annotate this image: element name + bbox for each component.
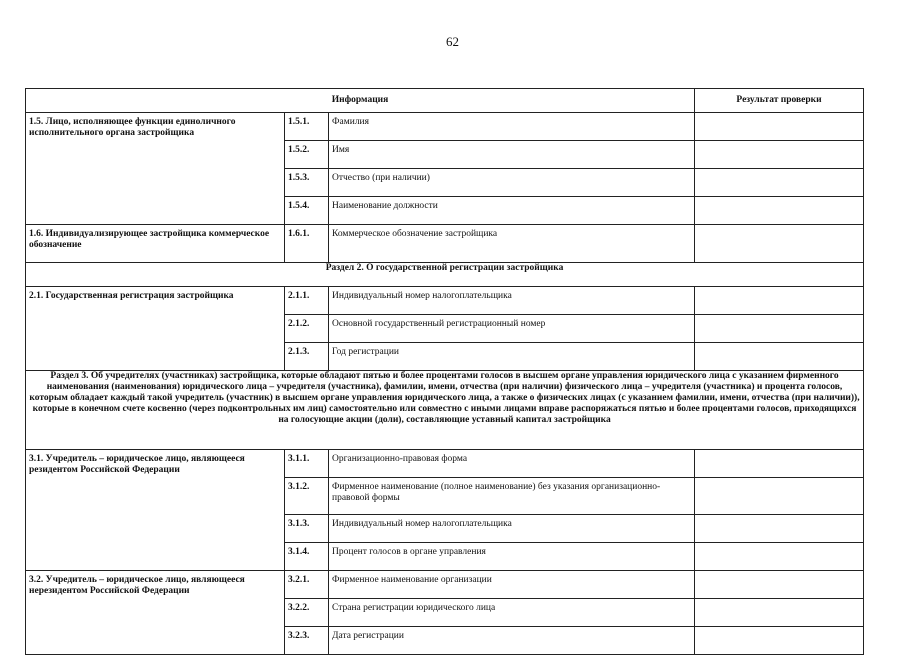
result-cell[interactable] [695,225,864,263]
item-text: Индивидуальный номер налогоплательщика [329,515,695,543]
result-cell[interactable] [695,113,864,141]
section-1-6-title: 1.6. Индивидуализирующее застройщика коммерческое обозначение [26,225,285,263]
section-3-1-title: 3.1. Учредитель – юридическое лицо, являющееся резидентом Российской Федерации [26,450,285,571]
item-number: 1.6.1. [285,225,329,263]
item-number: 2.1.3. [285,343,329,371]
item-text: Индивидуальный номер налогоплательщика [329,287,695,315]
table-header-row [26,89,864,113]
section-3-row [26,371,864,450]
item-number: 1.5.1. [285,113,329,141]
result-cell[interactable] [695,627,864,655]
table-row [26,450,864,478]
item-number: 3.1.1. [285,450,329,478]
page-number: 62 [446,34,459,49]
result-cell[interactable] [695,543,864,571]
section-3-2-title: 3.2. Учредитель – юридическое лицо, являющееся нерезидентом Российской Федерации [26,571,285,655]
result-cell[interactable] [695,343,864,371]
item-text: Дата регистрации [329,627,695,655]
item-number: 1.5.3. [285,169,329,197]
item-number: 3.1.4. [285,543,329,571]
item-number: 3.2.1. [285,571,329,599]
item-number: 1.5.2. [285,141,329,169]
table-row [26,287,864,315]
item-number: 3.1.3. [285,515,329,543]
item-text: Страна регистрации юридического лица [329,599,695,627]
info-table [25,88,864,655]
item-text: Год регистрации [329,343,695,371]
result-cell[interactable] [695,478,864,515]
table-row [26,571,864,599]
result-cell[interactable] [695,450,864,478]
item-text: Фирменное наименование (полное наименование) без указания организационно-правовой формы [329,478,695,515]
item-text: Фамилия [329,113,695,141]
result-cell[interactable] [695,599,864,627]
section-2-heading: Раздел 2. О государственной регистрации застройщика [26,263,864,287]
table-row [26,113,864,141]
item-number: 2.1.1. [285,287,329,315]
item-text: Основной государственный регистрационный номер [329,315,695,343]
section-1-5-title: 1.5. Лицо, исполняющее функции единоличного исполнительного органа застройщика [26,113,285,225]
item-number: 3.2.2. [285,599,329,627]
item-text: Отчество (при наличии) [329,169,695,197]
item-text: Коммерческое обозначение застройщика [329,225,695,263]
item-text: Фирменное наименование организации [329,571,695,599]
item-text: Организационно-правовая форма [329,450,695,478]
header-info: Информация [26,89,695,113]
result-cell[interactable] [695,141,864,169]
section-2-1-title: 2.1. Государственная регистрация застройщика [26,287,285,371]
item-number: 3.2.3. [285,627,329,655]
result-cell[interactable] [695,515,864,543]
header-result: Результат проверки [695,89,864,113]
item-number: 3.1.2. [285,478,329,515]
item-number: 1.5.4. [285,197,329,225]
result-cell[interactable] [695,571,864,599]
section-2-row [26,263,864,287]
result-cell[interactable] [695,287,864,315]
result-cell[interactable] [695,197,864,225]
section-3-heading: Раздел 3. Об учредителях (участниках) застройщика, которые обладают пятью и более процентами голосов в высшем органе управления юридического лица с указанием фирменного наименования (наименования) юридического лица – учредителя (участника), фамилии, имени, отчества (при наличии) физического лица – учредителя (участника) и процента голосов, которым обладает каждый такой учредитель (участник) в высшем органе управления юридического лица, а также о физических лицах (с указанием фамилии, имени, отчества (при наличии)), которые в конечном счете косвенно (через подконтрольных им лиц) самостоятельно или совместно с иными лицами вправе распоряжаться пятью и более процентами голосов, приходящихся на голосующие акции (доли), составляющие уставный капитал застройщика [26,371,864,450]
item-number: 2.1.2. [285,315,329,343]
result-cell[interactable] [695,315,864,343]
item-text: Процент голосов в органе управления [329,543,695,571]
table-row [26,225,864,263]
item-text: Наименование должности [329,197,695,225]
result-cell[interactable] [695,169,864,197]
item-text: Имя [329,141,695,169]
